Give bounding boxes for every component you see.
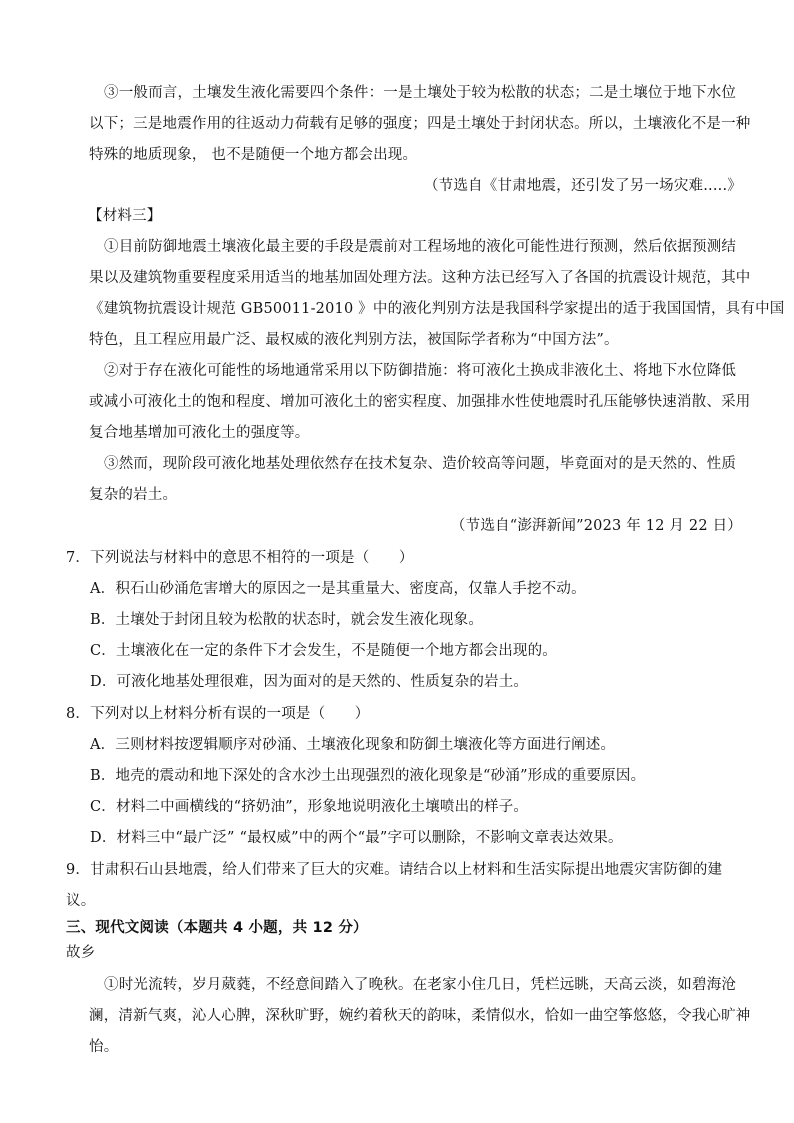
material3-p2-line3: 复合地基增加可液化土的强度等。 [89,425,310,441]
question-7-option-c: C．土壤液化在一定的条件下才会发生，不是随便一个地方都会出现的。 [90,643,557,659]
material3-p1-line4: 特色，且工程应用最广泛、最权威的液化判别方法，被国际学者称为“中国方法”。 [89,332,619,348]
question-9-line2: 议。 [66,893,96,909]
material2-p3-line2: 以下；三是地震作用的往返动力荷载有足够的强度；四是土壤处于封闭状态。所以，土壤液化不是一种 [89,116,751,132]
question-8-option-b: B．地壳的震动和地下深处的含水沙土出现强烈的液化现象是“砂涌”形成的重要原因。 [90,768,646,784]
material3-header: 【材料三】 [88,208,162,224]
material3-p2-line1: ②对于存在液化可能性的场地通常采用以下防御措施：将可液化土换成非液化土、将地下水位降低 [104,363,737,379]
material3-p3-line2: 复杂的岩土。 [89,487,178,503]
material3-p1-line2: 果以及建筑物重要程度采用适当的地基加固处理方法。这种方法已经写入了各国的抗震设计规范，其中 [89,270,751,286]
article-p1-line2: 澜，清新气爽，沁人心脾，深秋旷野，婉约着秋天的韵味，柔情似水，恰如一曲空筝悠悠，令我心旷神 [89,1008,751,1024]
question-7-option-d: D．可液化地基处理很难，因为面对的是天然的、性质复杂的岩土。 [90,674,529,690]
question-7-option-a: A．积石山砂涌危害增大的原因之一是其重量大、密度高，仅靠人手挖不动。 [90,581,586,597]
material2-p3-line3: 特殊的地质现象， 也不是随便一个地方都会出现。 [89,147,418,163]
question-8-option-c: C．材料二中画横线的“挤奶油”，形象地说明液化土壤喷出的样子。 [90,799,529,815]
article-p1-line3: 怡。 [89,1039,119,1055]
question-8-option-a: A．三则材料按逻辑顺序对砂涌、土壤液化现象和防御土壤液化等方面进行阐述。 [90,737,616,753]
question-9-line1: 9．甘肃积石山县地震，给人们带来了巨大的灾难。请结合以上材料和生活实际提出地震灾害防御的建 [66,862,723,878]
article-title: 故乡 [66,945,96,961]
article-p1-line1: ①时光流转，岁月葳蕤，不经意间踏入了晚秋。在老家小住几日，凭栏远眺，天高云淡，如碧海沧 [104,977,737,993]
material3-p3-line1: ③然而，现阶段可液化地基处理依然存在技术复杂、造价较高等问题，毕竟面对的是天然的、性质 [104,456,737,472]
material2-p3-line1: ③一般而言，土壤发生液化需要四个条件：一是土壤处于较为松散的状态；二是土壤位于地下水位 [104,85,737,101]
material3-source: （节选自“澎湃新闻”2023 年 12 月 22 日） [450,518,742,534]
question-8-option-d: D．材料三中“最广泛” “最权威”中的两个“最”字可以删除，不影响文章表达效果。 [90,830,623,846]
material3-p2-line2: 或减小可液化土的饱和程度、增加可液化土的密实程度、加强排水性使地震时孔压能够快速消散、采用 [89,394,751,410]
material3-p1-line1: ①目前防御地震土壤液化最主要的手段是震前对工程场地的液化可能性进行预测，然后依据预测结 [104,239,737,255]
question-7-stem: 7．下列说法与材料中的意思不相符的一项是（ ） [66,550,414,566]
question-8-stem: 8．下列对以上材料分析有误的一项是（ ） [66,706,370,722]
material3-p1-line3: 《建筑物抗震设计规范 GB50011-2010 》中的液化判别方法是我国科学家提出的适于我国国情，具有中国 [89,301,785,317]
question-7-option-b: B．土壤处于封闭且较为松散的状态时，就会发生液化现象。 [90,612,484,628]
section-3-title: 三、现代文阅读（本题共 4 小题，共 12 分） [66,920,368,936]
material2-source: （节选自《甘肃地震，还引发了另一场灾难.....》 [423,178,742,194]
